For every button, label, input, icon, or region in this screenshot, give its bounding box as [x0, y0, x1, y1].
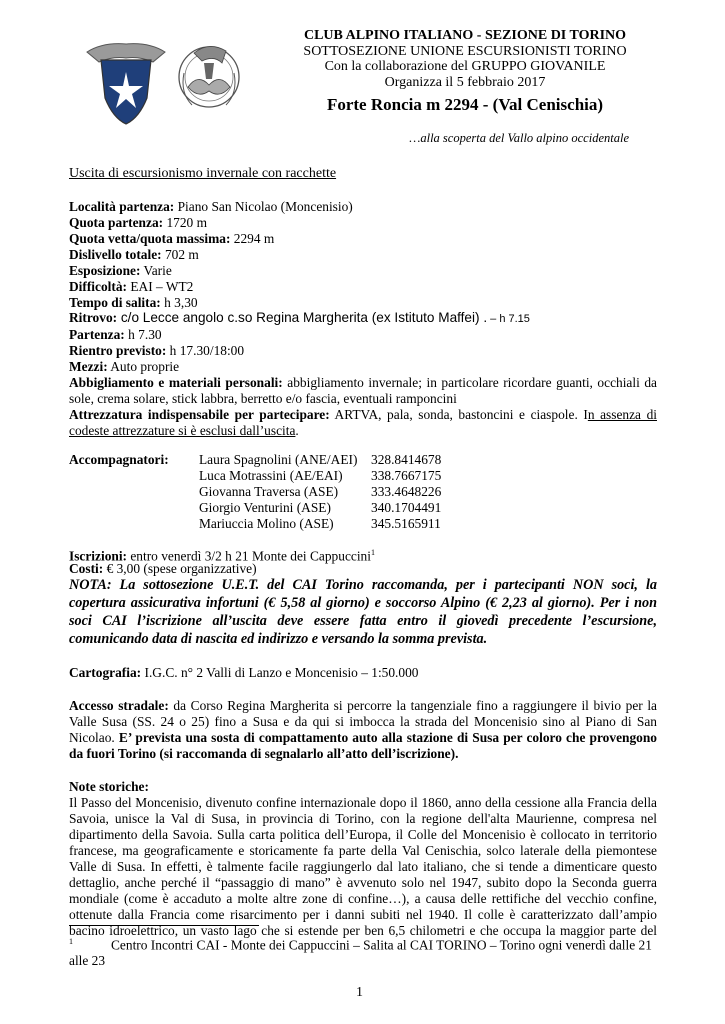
note-storiche-label: Note storiche:	[69, 779, 149, 794]
detail-esposizione: Esposizione: Varie	[69, 263, 172, 278]
costi: Costi: € 3,00 (spese organizzative)	[69, 561, 257, 576]
page-number: 1	[356, 985, 363, 1000]
note-storiche-line: Il Passo del Moncenisio, divenuto confine internazionale dopo il 1860, anno della cessione alla Francia della	[69, 795, 657, 810]
detail-partenza: Partenza: h 7.30	[69, 327, 162, 342]
detail-difficolta: Difficoltà: EAI – WT2	[69, 279, 194, 294]
note-storiche-line: Savoia, unisce la Val di Susa, in provincia di Torino, con la regione dell'alta Maurienne, compresa nel	[69, 811, 657, 826]
nota-line-1: NOTA: La sottosezione U.E.T. del CAI Torino raccomanda, per i partecipanti NON soci, la	[69, 577, 657, 593]
accompagnatore-phone: 328.8414678	[371, 452, 442, 467]
footnote-separator	[69, 925, 259, 926]
note-storiche-line: dipartimento della Savoia. Sulla carta politica dell’Europa, il Colle del Moncenisio è collocato in territorio	[69, 827, 657, 842]
cartografia: Cartografia: I.G.C. n° 2 Valli di Lanzo e Moncenisio – 1:50.000	[69, 665, 419, 680]
accompagnatori-label: Accompagnatori:	[69, 452, 169, 467]
accesso-line-3: Nicolao. E’ prevista una sosta di compattamento auto alla stazione di Susa per coloro che provengono	[69, 730, 657, 745]
subsection-name: SOTTOSEZIONE UNIONE ESCURSIONISTI TORINO	[303, 43, 627, 59]
detail-rientro: Rientro previsto: h 17.30/18:00	[69, 343, 245, 358]
note-storiche-line: ottenute dalla Francia come risarcimento per i danni subiti nel 1940. Il colle è caratterizzato dall’ampio	[69, 907, 657, 922]
detail-attrezzatura-2: codeste attrezzature si è esclusi dall’uscita.	[69, 423, 299, 438]
accesso-line-2: Valle Susa (SS. 24 o 25) fino a Susa e da qui si imbocca la strada del Moncenisio sino al Piano di San	[69, 714, 657, 729]
accompagnatore-row: Giovanna Traversa (ASE)	[199, 484, 339, 499]
detail-tempo-salita: Tempo di salita: h 3,30	[69, 295, 198, 310]
subtitle: …alla scoperta del Vallo alpino occidentale	[409, 131, 629, 145]
note-storiche-line: dettaglio, anche perché il “passaggio di mano” è avvenuto solo nel 1947, subito dopo la Seconda guerra	[69, 875, 657, 890]
date-line: Organizza il 5 febbraio 2017	[384, 74, 546, 90]
collaboration-line: Con la collaborazione del GRUPPO GIOVANILE	[324, 59, 606, 74]
header	[250, 28, 680, 90]
page-title: Forte Roncia m 2294 - (Val Cenischia)	[326, 95, 604, 114]
accompagnatore-phone: 338.7667175	[371, 468, 442, 483]
uet-emblem	[174, 33, 244, 117]
detail-attrezzatura-1: Attrezzatura indispensabile per partecipare: ARTVA, pala, sonda, bastoncini e ciaspole. In assenza di	[69, 407, 657, 422]
nota-line-3: soci CAI l’iscrizione all’uscita deve essere fatta entro il giovedì precedente l’escursione,	[69, 613, 657, 629]
detail-dislivello: Dislivello totale: 702 m	[69, 247, 199, 262]
club-name: CLUB ALPINO ITALIANO - SEZIONE DI TORINO	[303, 28, 627, 43]
accompagnatore-row: Mariuccia Molino (ASE)	[199, 516, 334, 531]
accompagnatore-row: Giorgio Venturini (ASE)	[199, 500, 331, 515]
detail-ritrovo: Ritrovo: c/o Lecce angolo c.so Regina Margherita (ex Istituto Maffei) . – h 7.15	[69, 310, 530, 325]
detail-abbigliamento-1: Abbigliamento e materiali personali: abbigliamento invernale; in particolare ricordare guanti, occhiali da	[69, 375, 657, 390]
iscrizioni: Iscrizioni: entro venerdì 3/2 h 21 Monte dei Cappuccini$^1$	[69, 548, 375, 564]
note-storiche-line: francese, ma geograficamente e storicamente fa parte della Val Cenischia, solco laterale della piemontese	[69, 843, 657, 858]
detail-quota-vetta: Quota vetta/quota massima: 2294 m	[69, 231, 275, 246]
section-title: Uscita di escursionismo invernale con racchette	[69, 166, 337, 181]
accesso-line-1: Accesso stradale: da Corso Regina Margherita si percorre la tangenziale fino a raggiungere il bivio per la	[69, 698, 657, 713]
accompagnatore-phone: 340.1704491	[371, 500, 442, 515]
nota-line-2: copertura assicurativa infortuni (€ 5,58 al giorno) e soccorso Alpino (€ 2,23 al giorno). Per i non	[69, 595, 657, 611]
cai-logo	[83, 38, 169, 126]
accompagnatore-phone: 345.5165911	[371, 516, 441, 531]
accompagnatore-phone: 333.4648226	[371, 484, 442, 499]
nota-line-4: comunicando data di nascita ed indirizzo e versando la somma prevista.	[69, 631, 488, 647]
detail-localita: Località partenza: Piano San Nicolao (Moncenisio)	[69, 199, 353, 214]
detail-quota-partenza: Quota partenza: 1720 m	[69, 215, 208, 230]
accesso-line-4: da fuori Torino (si raccomanda di segnalarlo all’atto dell’iscrizione).	[69, 746, 459, 761]
note-storiche-line: bacino idroelettrico, un vasto lago che si estende per ben 6,5 chilometri e che occupa la maggior parte del	[69, 923, 657, 938]
note-storiche-line: mondiale (come è accaduto a molte altre zone di confine…), a causa delle rettifiche del vecchio confine,	[69, 891, 657, 906]
footnote: $^1$ Centro Incontri CAI - Monte dei Cappuccini – Salita al CAI TORINO – Torino ogni venerdì dalle 21 alle 23	[69, 937, 652, 969]
accompagnatore-row: Laura Spagnolini (ANE/AEI)	[199, 452, 358, 467]
detail-mezzi: Mezzi: Auto proprie	[69, 359, 180, 374]
accompagnatore-row: Luca Motrassini (AE/EAI)	[199, 468, 343, 483]
note-storiche-line: Valle di Susa. In effetti, è talmente facile raggiungerlo dal lato italiano, che si tende a dimenticare questo	[69, 859, 657, 874]
detail-abbigliamento-2: sole, crema solare, stick labbra, berretto e/o fascia, eventuali ramponcini	[69, 391, 457, 406]
